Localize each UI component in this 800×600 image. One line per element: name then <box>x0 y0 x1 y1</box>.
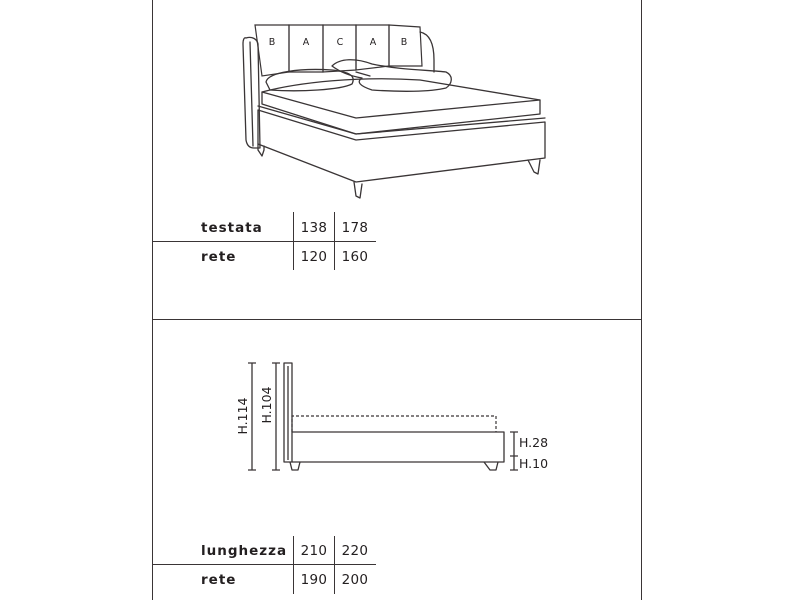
table2-row2-label: rete <box>201 572 237 588</box>
panel-letter-4: A <box>369 37 377 48</box>
table2-row1-label: lunghezza <box>201 543 288 559</box>
table1-row2-value2: 160 <box>341 249 369 265</box>
table2-col-divider-1 <box>293 536 294 594</box>
table2-row-divider <box>152 564 376 565</box>
panel-letter-5: B <box>400 37 408 48</box>
height-total-label: H.114 <box>235 397 250 435</box>
height-headboard-label: H.104 <box>259 386 274 424</box>
panel-letter-3: C <box>336 37 344 48</box>
table2-row1-value1: 210 <box>300 543 328 559</box>
table1-row1-value1: 138 <box>300 220 328 236</box>
table2-row2-value1: 190 <box>300 572 328 588</box>
table1-row1-value2: 178 <box>341 220 369 236</box>
table1-row2-value1: 120 <box>300 249 328 265</box>
height-base-label: H.28 <box>519 435 549 450</box>
table1-row1-label: testata <box>201 220 263 236</box>
table2-col-divider-2 <box>334 536 335 594</box>
panel-letter-2: A <box>302 37 310 48</box>
panel-letter-1: B <box>268 37 276 48</box>
table1-row-divider <box>152 241 376 242</box>
table1-row2-label: rete <box>201 249 237 265</box>
table2-row1-value2: 220 <box>341 543 369 559</box>
table2-row2-value2: 200 <box>341 572 369 588</box>
table1-col-divider-2 <box>334 212 335 270</box>
table1-col-divider-1 <box>293 212 294 270</box>
height-legs-label: H.10 <box>519 456 549 471</box>
